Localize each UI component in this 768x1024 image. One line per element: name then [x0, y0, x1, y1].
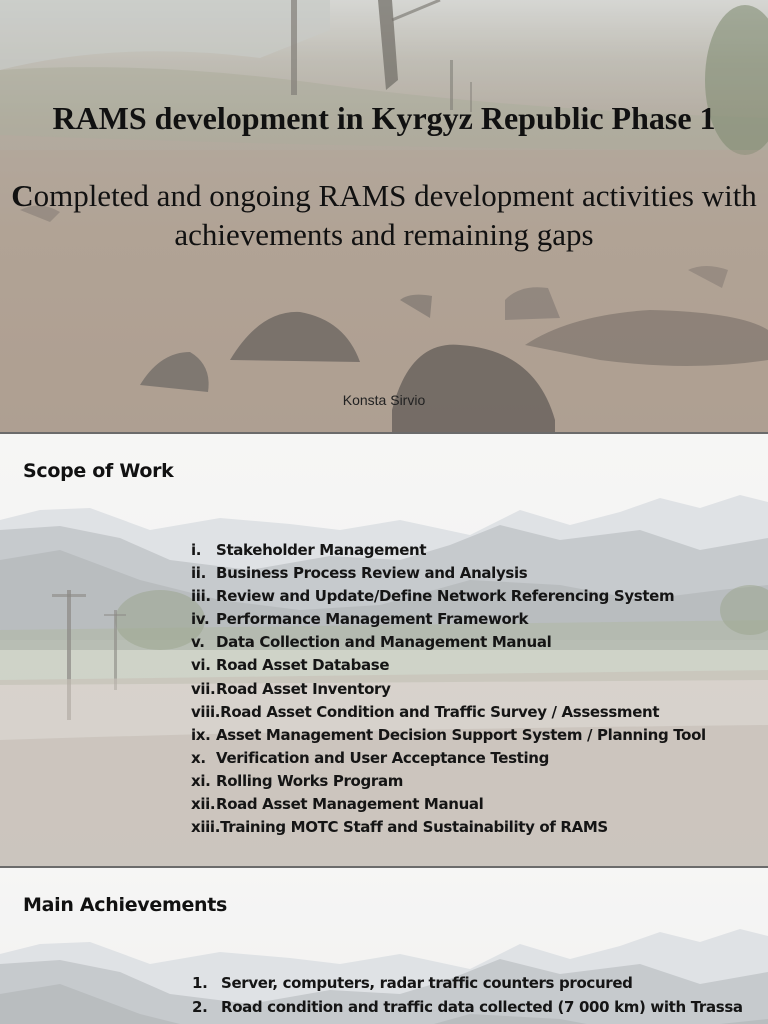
- list-item: [191, 793, 706, 816]
- list-item: [191, 701, 706, 724]
- item-text: Data Collection and Management Manual: [216, 633, 552, 652]
- slide-title-text: RAMS development in Kyrgyz Republic Phase 1: [52, 100, 716, 136]
- list-item: [191, 654, 706, 677]
- slide-heading: Main Achievements: [23, 894, 228, 916]
- item-number: viii.: [191, 702, 221, 721]
- item-text: Verification and User Acceptance Testing: [216, 748, 549, 767]
- item-number: 2.: [192, 998, 208, 1016]
- subtitle-text: ompleted and ongoing RAMS development activities with achievements and remaining gaps: [33, 178, 757, 252]
- list-item: [191, 608, 706, 631]
- list-item: [191, 585, 706, 608]
- slide-heading: Scope of Work: [23, 460, 174, 482]
- list-item: [191, 631, 706, 654]
- list-item: [191, 678, 706, 701]
- item-number: xi.: [191, 771, 211, 790]
- list-item: [191, 724, 706, 747]
- item-number: 1.: [192, 974, 208, 992]
- item-number: vii.: [191, 679, 216, 698]
- list-item: [191, 562, 706, 585]
- item-number: vi.: [191, 656, 211, 675]
- item-number: ii.: [191, 564, 206, 583]
- title-slide: [0, 0, 768, 432]
- list-item: [191, 770, 706, 793]
- item-number: iii.: [191, 587, 211, 606]
- list-item: [192, 995, 743, 1019]
- list-item: [191, 816, 706, 839]
- item-number: xiii.: [191, 818, 221, 837]
- author-name: Konsta Sirvio: [342, 392, 426, 408]
- item-text: Road condition and traffic data collected (7 000 km) with Trassa: [221, 998, 743, 1016]
- slide-subtitle: [0, 176, 768, 254]
- item-number: ix.: [191, 725, 211, 744]
- item-text: Review and Update/Define Network Referencing System: [216, 587, 675, 606]
- item-text: Road Asset Management Manual: [216, 795, 484, 814]
- item-text: Training MOTC Staff and Sustainability of RAMS: [220, 818, 608, 837]
- subtitle-lead-letter: C: [11, 178, 34, 213]
- main-achievements-slide: [0, 868, 768, 1024]
- list-item: [191, 539, 706, 562]
- item-number: v.: [191, 633, 205, 652]
- list-item: [192, 971, 743, 995]
- item-text: Road Asset Database: [216, 656, 390, 675]
- item-text: Road Asset Condition and Traffic Survey / Assessment: [220, 702, 660, 721]
- item-text: Asset Management Decision Support System / Planning Tool: [216, 725, 706, 744]
- item-number: i.: [191, 541, 202, 559]
- list-item: [191, 747, 706, 770]
- item-text: Rolling Works Program: [216, 771, 403, 790]
- item-text: Server, computers, radar traffic counters procured: [221, 974, 633, 992]
- item-number: x.: [191, 748, 206, 767]
- item-text: Performance Management Framework: [216, 610, 529, 629]
- achievements-list: [192, 971, 743, 1019]
- scope-of-work-slide: [0, 434, 768, 866]
- item-number: iv.: [191, 610, 210, 629]
- item-text: Road Asset Inventory: [216, 679, 391, 698]
- slide-title: [0, 100, 768, 137]
- scope-list: [191, 539, 706, 839]
- item-text: Stakeholder Management: [216, 541, 427, 559]
- item-number: xii.: [191, 795, 216, 814]
- item-text: Business Process Review and Analysis: [216, 564, 528, 583]
